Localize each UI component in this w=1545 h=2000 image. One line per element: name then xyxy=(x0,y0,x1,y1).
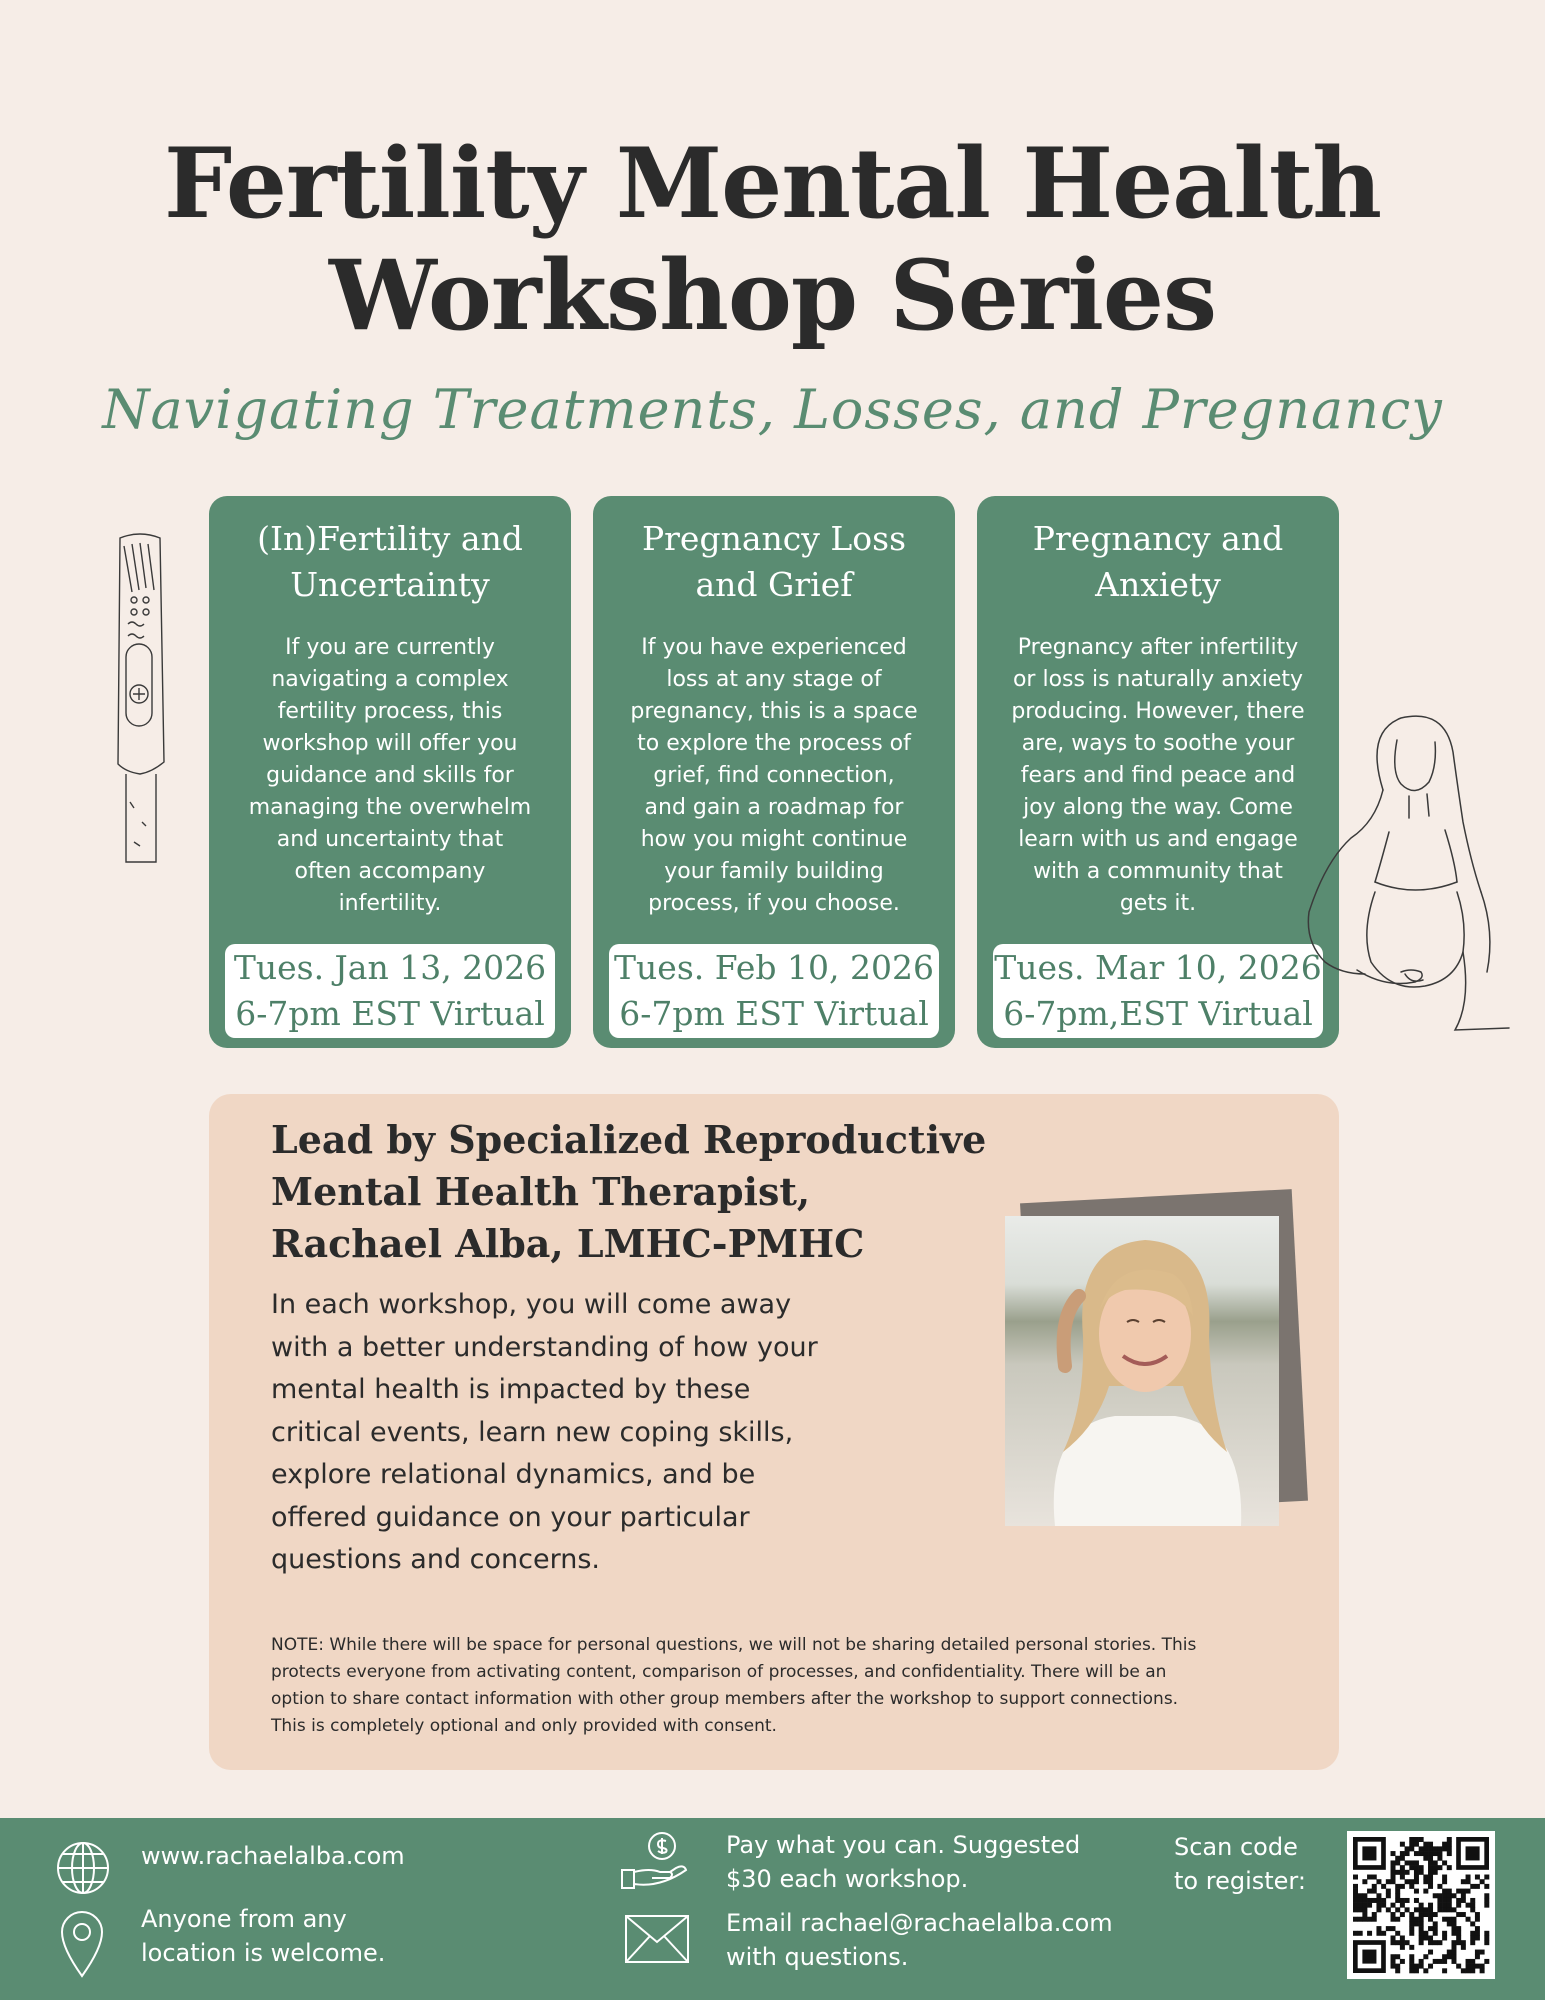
location-text: Anyone from any location is welcome. xyxy=(141,1905,386,1967)
workshop-time: 6-7pm,EST Virtual xyxy=(1003,994,1313,1033)
workshop-card-description: Pregnancy after infertility or loss is naturally anxiety producing. However, there are, ways to soothe your fears and find peace and joy along the way. Come learn with us and engage with a community that gets it. xyxy=(1011,635,1305,916)
workshop-date: Tues. Feb 10, 2026 xyxy=(614,948,934,987)
location-pin-icon xyxy=(60,1910,104,1978)
title-line-2: Workshop Series xyxy=(328,239,1217,352)
email-text[interactable]: Email rachael@rachaelalba.com with questions. xyxy=(726,1909,1113,1971)
workshop-card-title: Pregnancy and Anxiety xyxy=(1032,519,1284,604)
pregnant-woman-illustration xyxy=(1305,712,1511,1036)
workshop-card-1 xyxy=(209,496,571,1048)
envelope-icon xyxy=(624,1914,690,1964)
workshop-date-box xyxy=(609,944,939,1038)
registration-qr-code[interactable] xyxy=(1347,1831,1495,1979)
workshop-card-2 xyxy=(593,496,955,1048)
leader-description: In each workshop, you will come away with a better understanding of how your mental health is impacted by these critical events, learn new coping skills, explore relational dynamics, and be offered guidance on your particular questions and concerns. xyxy=(271,1289,818,1575)
title-line-1: Fertility Mental Health xyxy=(163,127,1382,240)
therapist-portrait-graphic xyxy=(1005,1216,1279,1526)
pregnancy-test-illustration xyxy=(112,532,170,864)
workshop-time: 6-7pm EST Virtual xyxy=(235,994,545,1033)
page-subtitle: Navigating Treatments, Losses, and Pregnancy xyxy=(102,378,1443,441)
workshop-card-title: (In)Fertility and Uncertainty xyxy=(257,519,523,604)
workshop-card-3 xyxy=(977,496,1339,1048)
workshop-card-title: Pregnancy Loss and Grief xyxy=(641,519,907,604)
workshop-date: Tues. Mar 10, 2026 xyxy=(994,948,1322,987)
workshop-time: 6-7pm EST Virtual xyxy=(619,994,929,1033)
workshop-date-box xyxy=(225,944,555,1038)
workshop-date-box xyxy=(993,944,1323,1038)
website-text[interactable]: www.rachaelalba.com xyxy=(141,1842,405,1870)
workshop-date: Tues. Jan 13, 2026 xyxy=(233,948,547,987)
workshop-card-description: If you have experienced loss at any stage of pregnancy, this is a space to explore the process of grief, find connection, and gain a roadmap for how you might continue your family building process, if you choose. xyxy=(630,635,918,916)
footer xyxy=(0,1818,1545,2000)
therapist-photo xyxy=(1005,1216,1279,1526)
qr-code-graphic xyxy=(1347,1831,1495,1979)
note-text: NOTE: While there will be space for personal questions, we will not be sharing detailed personal stories. This protects everyone from activating content, comparison of processes, and confidentiality. There will be an option to share contact information with other group members after the workshop to support connections. This is completely optional and only provided with consent. xyxy=(271,1635,1197,1736)
pay-text: Pay what you can. Suggested $30 each workshop. xyxy=(726,1831,1081,1893)
globe-icon xyxy=(55,1840,111,1896)
leader-heading: Lead by Specialized Reproductive Mental Health Therapist, Rachael Alba, LMHC-PMHC xyxy=(271,1117,987,1266)
scan-text: Scan code to register: xyxy=(1174,1833,1306,1895)
page-title xyxy=(0,128,1545,352)
money-hand-icon xyxy=(620,1830,690,1890)
workshop-card-description: If you are currently navigating a complex fertility process, this workshop will offer you guidance and skills for managing the overwhelm and uncertainty that often accompany infertility. xyxy=(248,635,532,916)
leader-panel xyxy=(209,1094,1339,1770)
